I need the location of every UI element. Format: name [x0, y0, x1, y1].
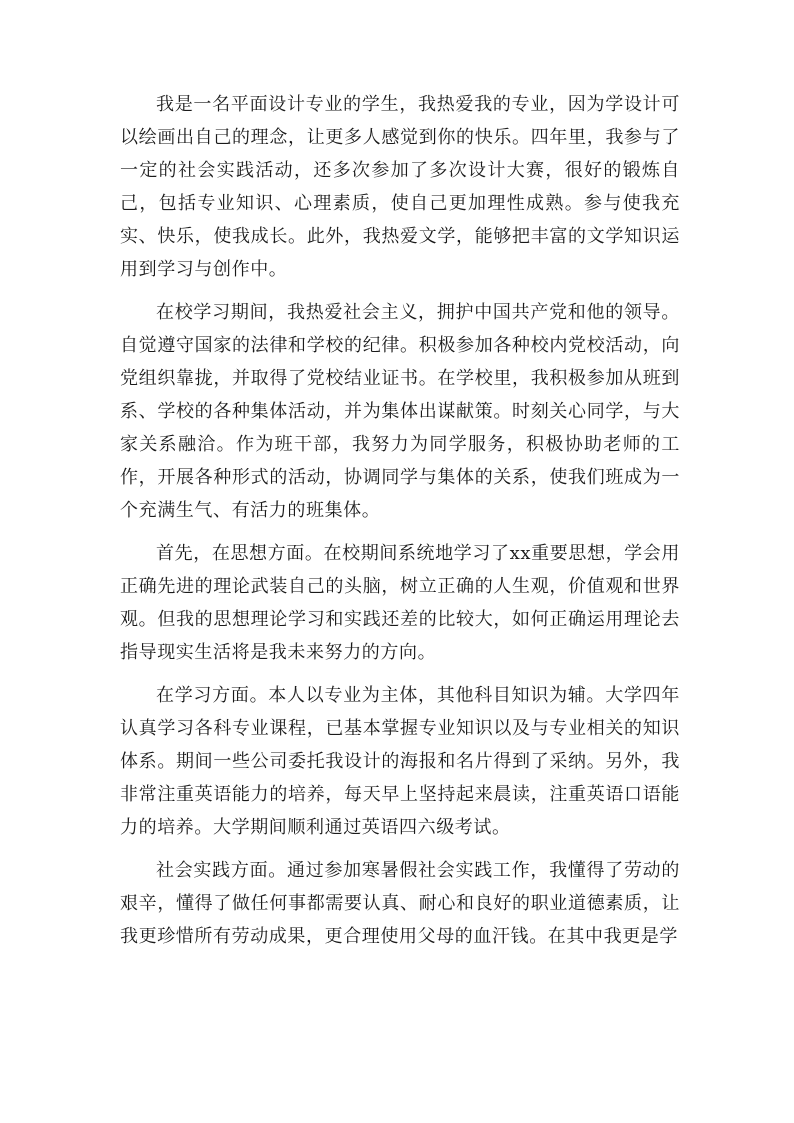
paragraph-social-practice: 社会实践方面。通过参加寒暑假社会实践工作，我懂得了劳动的艰辛，懂得了做任何事都需要认真、耐心和良好的职业道德素质，让我更珍惜所有劳动成果，更合理使用父母的血汗钱。在其中我更是学: [120, 860, 680, 947]
document-body: [120, 88, 680, 963]
paragraph-study: 在学习方面。本人以专业为主体，其他科目知识为辅。大学四年认真学习各科专业课程，已基本掌握专业知识以及与专业相关的知识体系。期间一些公司委托我设计的海报和名片得到了采纳。另外，我非常注重英语能力的培养，每天早上坚持起来晨读，注重英语口语能力的培养。大学期间顺利通过英语四六级考试。: [120, 685, 680, 838]
paragraph-ideology: 首先，在思想方面。在校期间系统地学习了xx重要思想，学会用正确先进的理论武装自己的头脑，树立正确的人生观，价值观和世界观。但我的思想理论学习和实践还差的比较大，如何正确运用理论去指导现实生活将是我未来努力的方向。: [120, 543, 680, 663]
paragraph-self-intro: 我是一名平面设计专业的学生，我热爱我的专业，因为学设计可以绘画出自己的理念，让更多人感觉到你的快乐。四年里，我参与了一定的社会实践活动，还多次参加了多次设计大赛，很好的锻炼自己，包括专业知识、心理素质，使自己更加理性成熟。参与使我充实、快乐，使我成长。此外，我热爱文学，能够把丰富的文学知识运用到学习与创作中。: [120, 94, 680, 280]
paragraph-school-life: 在校学习期间，我热爱社会主义，拥护中国共产党和他的领导。自觉遵守国家的法律和学校的纪律。积极参加各种校内党校活动，向党组织靠拢，并取得了党校结业证书。在学校里，我积极参加从班到系、学校的各种集体活动，并为集体出谋献策。时刻关心同学，与大家关系融洽。作为班干部，我努力为同学服务，积极协助老师的工作，开展各种形式的活动，协调同学与集体的关系，使我们班成为一个充满生气、有活力的班集体。: [120, 302, 680, 521]
